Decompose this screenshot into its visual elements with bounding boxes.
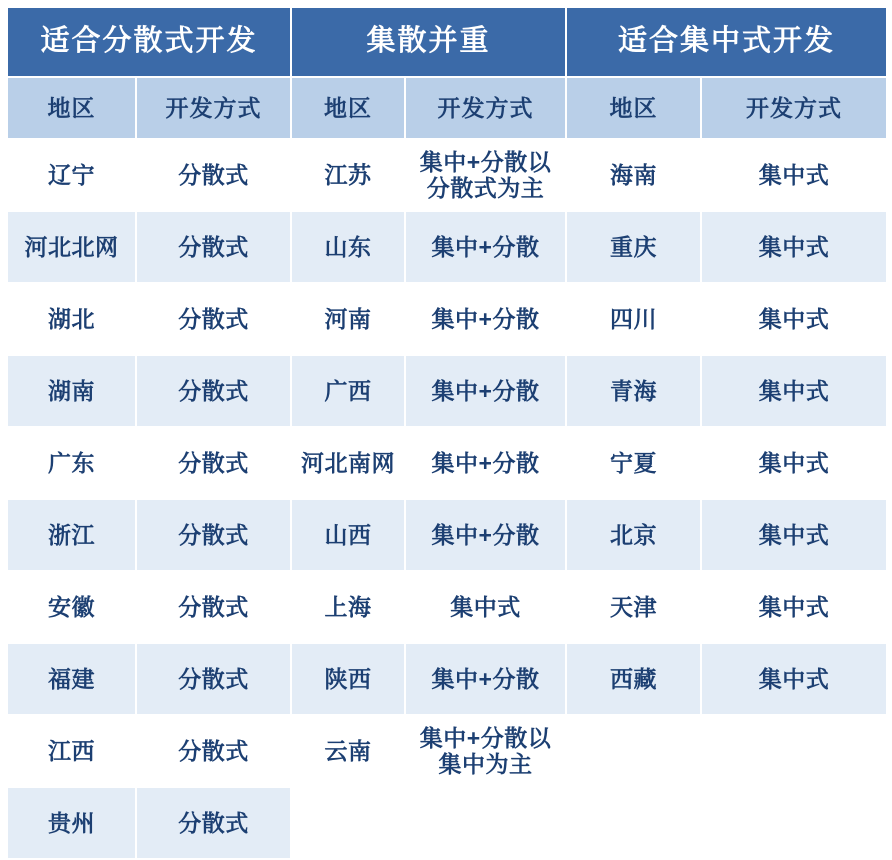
cell-empty xyxy=(566,715,701,787)
cell-mode: 分散式 xyxy=(136,643,291,715)
cell-mode: 集中+分散 xyxy=(405,427,566,499)
cell-mode: 分散式 xyxy=(136,499,291,571)
group-header-centralized: 适合集中式开发 xyxy=(566,7,887,77)
cell-mode: 集中式 xyxy=(701,139,887,211)
cell-mode: 集中+分散 xyxy=(405,283,566,355)
cell-mode: 集中+分散以集中为主 xyxy=(405,715,566,787)
cell-region: 四川 xyxy=(566,283,701,355)
cell-mode: 集中+分散 xyxy=(405,355,566,427)
cell-region: 河北南网 xyxy=(291,427,405,499)
cell-mode: 分散式 xyxy=(136,139,291,211)
cell-region: 浙江 xyxy=(7,499,136,571)
cell-region: 河南 xyxy=(291,283,405,355)
cell-empty xyxy=(566,787,701,859)
table-row xyxy=(7,643,887,715)
cell-region: 湖南 xyxy=(7,355,136,427)
cell-mode: 分散式 xyxy=(136,427,291,499)
cell-mode: 集中式 xyxy=(701,211,887,283)
table-row xyxy=(7,787,887,859)
cell-mode: 集中式 xyxy=(405,571,566,643)
cell-region: 北京 xyxy=(566,499,701,571)
cell-empty xyxy=(701,715,887,787)
cell-mode: 集中+分散 xyxy=(405,499,566,571)
cell-empty xyxy=(405,787,566,859)
cell-mode: 分散式 xyxy=(136,787,291,859)
cell-region: 广东 xyxy=(7,427,136,499)
cell-region: 江苏 xyxy=(291,139,405,211)
table-group-header-row xyxy=(7,7,887,77)
group-header-distributed: 适合分散式开发 xyxy=(7,7,291,77)
cell-mode: 集中+分散 xyxy=(405,211,566,283)
group-header-mixed: 集散并重 xyxy=(291,7,566,77)
development-mode-table xyxy=(6,6,888,860)
column-header-region-3: 地区 xyxy=(566,77,701,139)
cell-mode: 集中式 xyxy=(701,643,887,715)
table-row xyxy=(7,571,887,643)
table-sub-header-row xyxy=(7,77,887,139)
cell-region: 河北北网 xyxy=(7,211,136,283)
column-header-mode-2: 开发方式 xyxy=(405,77,566,139)
cell-region: 山东 xyxy=(291,211,405,283)
table-row xyxy=(7,715,887,787)
cell-region: 贵州 xyxy=(7,787,136,859)
cell-region: 陕西 xyxy=(291,643,405,715)
table-row xyxy=(7,355,887,427)
cell-mode: 集中式 xyxy=(701,499,887,571)
cell-mode: 集中+分散 xyxy=(405,643,566,715)
cell-mode: 分散式 xyxy=(136,715,291,787)
cell-mode: 分散式 xyxy=(136,211,291,283)
table-row xyxy=(7,211,887,283)
cell-mode: 分散式 xyxy=(136,571,291,643)
table-row xyxy=(7,283,887,355)
cell-region: 云南 xyxy=(291,715,405,787)
cell-region: 安徽 xyxy=(7,571,136,643)
cell-mode: 集中式 xyxy=(701,283,887,355)
cell-region: 广西 xyxy=(291,355,405,427)
cell-region: 上海 xyxy=(291,571,405,643)
table-row xyxy=(7,139,887,211)
table-row xyxy=(7,427,887,499)
cell-mode: 集中+分散以分散式为主 xyxy=(405,139,566,211)
cell-mode: 集中式 xyxy=(701,355,887,427)
cell-region: 西藏 xyxy=(566,643,701,715)
cell-region: 天津 xyxy=(566,571,701,643)
cell-region: 辽宁 xyxy=(7,139,136,211)
column-header-region-2: 地区 xyxy=(291,77,405,139)
cell-region: 湖北 xyxy=(7,283,136,355)
cell-region: 福建 xyxy=(7,643,136,715)
column-header-mode-1: 开发方式 xyxy=(136,77,291,139)
cell-mode: 分散式 xyxy=(136,355,291,427)
cell-region: 海南 xyxy=(566,139,701,211)
cell-empty xyxy=(291,787,405,859)
cell-region: 江西 xyxy=(7,715,136,787)
cell-region: 山西 xyxy=(291,499,405,571)
cell-mode: 集中式 xyxy=(701,427,887,499)
cell-empty xyxy=(701,787,887,859)
column-header-region-1: 地区 xyxy=(7,77,136,139)
cell-mode: 集中式 xyxy=(701,571,887,643)
column-header-mode-3: 开发方式 xyxy=(701,77,887,139)
table-row xyxy=(7,499,887,571)
cell-region: 宁夏 xyxy=(566,427,701,499)
cell-mode: 分散式 xyxy=(136,283,291,355)
cell-region: 重庆 xyxy=(566,211,701,283)
cell-region: 青海 xyxy=(566,355,701,427)
